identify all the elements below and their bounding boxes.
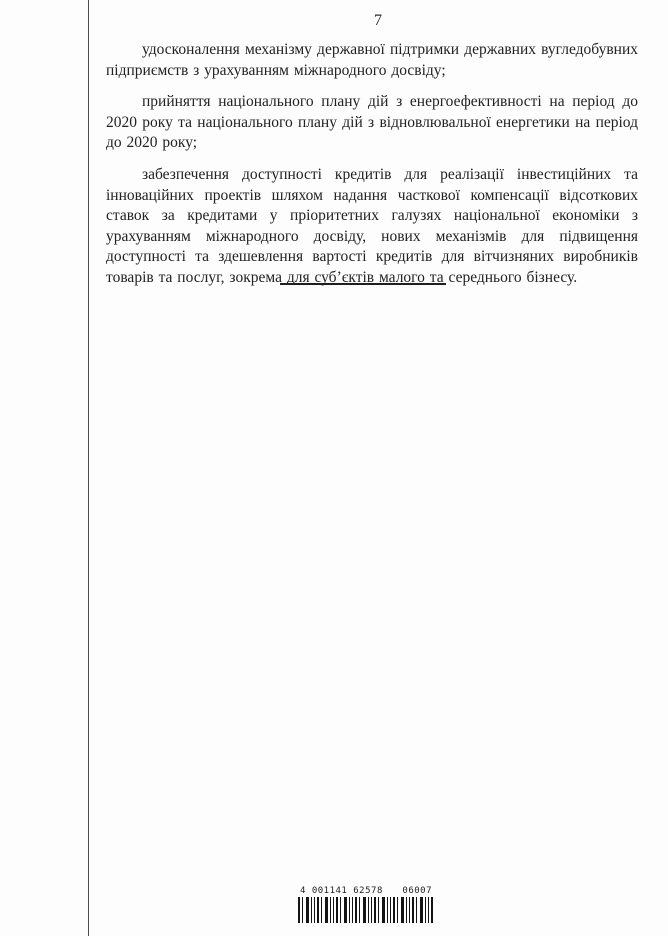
paragraph-coal-industry: удосконалення механізму державної підтримки державних вугледобувних підприємств з урахуванням міжнародного досвіду; — [106, 41, 638, 79]
barcode — [298, 886, 434, 923]
barcode-digits — [298, 886, 434, 896]
scan-edge-line — [88, 0, 89, 936]
paragraph-credit-access: забезпечення доступності кредитів для реалізації інвестиційних та інноваційних проектів шляхом надання часткової компенсації відсоткових ставок за кредитами у пріоритетних галузях національної економіки з урахуванням міжнародного досвіду, нових механізмів для підвищення доступності та здешевлення вартості кредитів для вітчизняних виробників товарів та послуг, зокрема для суб’єктів малого та середнього бізнесу. — [106, 165, 638, 286]
document-body — [106, 40, 638, 300]
end-of-document-line — [280, 283, 446, 285]
barcode-digits-right: 06007 — [402, 886, 432, 896]
barcode-bars — [298, 897, 434, 923]
paragraph-energy-plans: прийняття національного плану дій з енергоефективності на період до 2020 року та національного плану дій з відновлювальної енергетики на період до 2020 року; — [106, 93, 638, 152]
page-number: 7 — [374, 12, 382, 29]
barcode-digits-left: 4 001141 62578 — [300, 886, 383, 896]
